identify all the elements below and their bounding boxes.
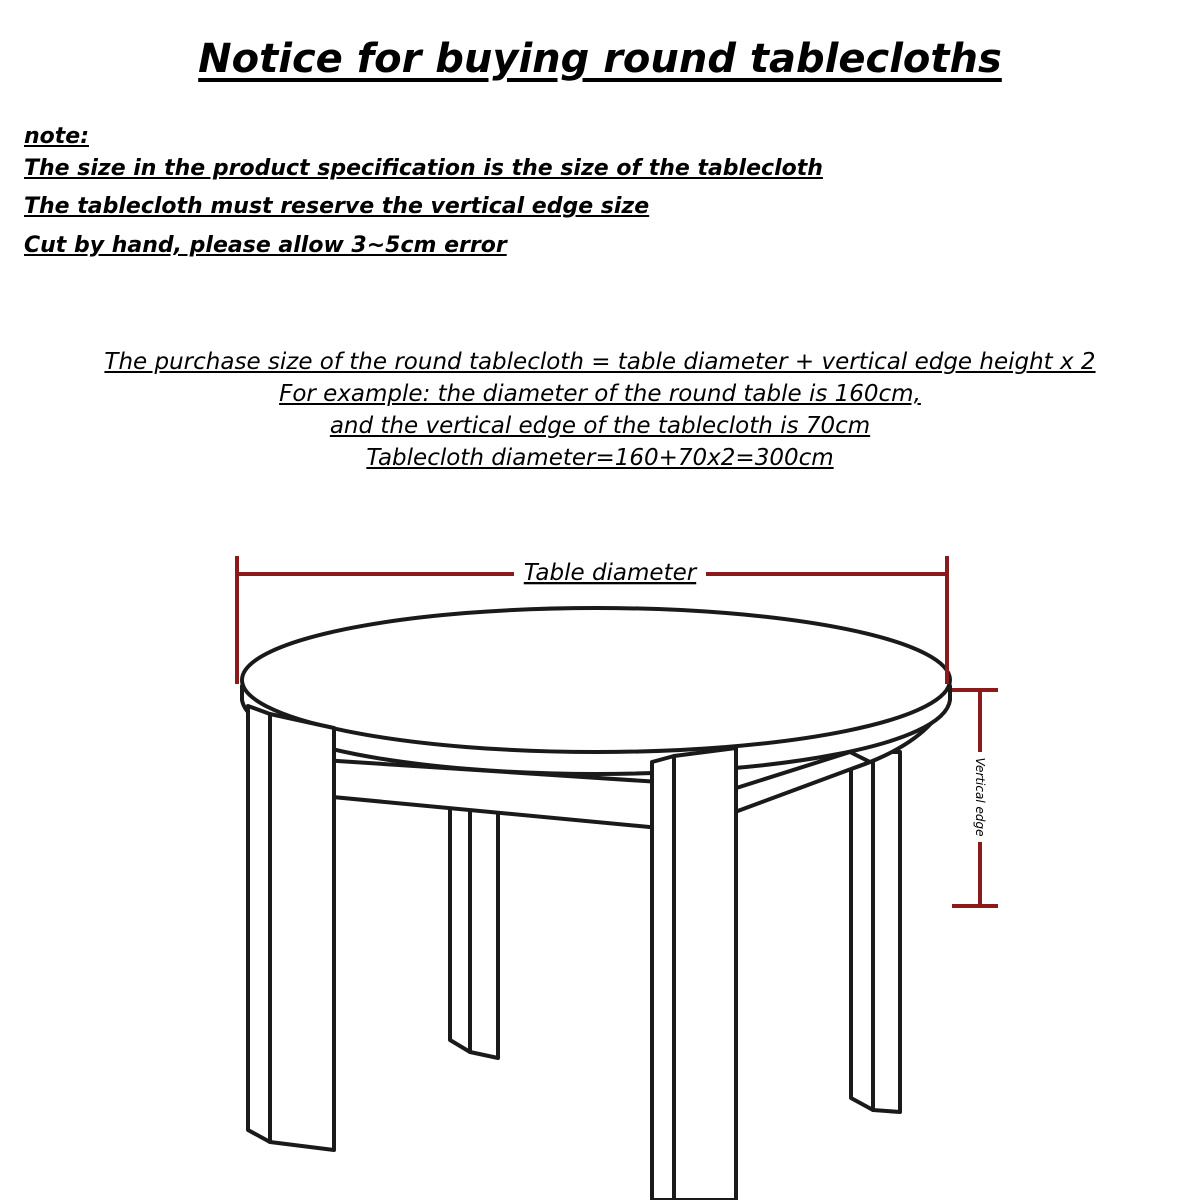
note-line-2: The tablecloth must reserve the vertical edge size <box>24 194 650 219</box>
table-top <box>242 608 950 752</box>
formula-line-1: The purchase size of the round tablecloth = table diameter + vertical edge height x 2 <box>104 349 1096 375</box>
table-outline <box>242 608 950 1200</box>
note-heading: note: <box>24 124 90 149</box>
formula-line-4: Tablecloth diameter=160+70x2=300cm <box>366 445 834 471</box>
page-title: Notice for buying round tablecloths <box>198 36 1002 82</box>
diameter-label: Table diameter <box>523 560 697 586</box>
back-left-leg <box>450 800 498 1058</box>
formula-line-2: For example: the diameter of the round table is 160cm, <box>279 381 921 407</box>
formula-line-3: and the vertical edge of the tablecloth is 70cm <box>329 413 871 439</box>
front-right-leg <box>652 748 736 1200</box>
note-line-3: Cut by hand, please allow 3~5cm error <box>24 233 507 258</box>
note-line-1: The size in the product specification is the size of the tablecloth <box>24 156 823 181</box>
back-right-leg <box>851 752 900 1112</box>
vertical-edge-label: Vertical edge <box>973 757 987 837</box>
front-left-leg <box>248 706 334 1150</box>
